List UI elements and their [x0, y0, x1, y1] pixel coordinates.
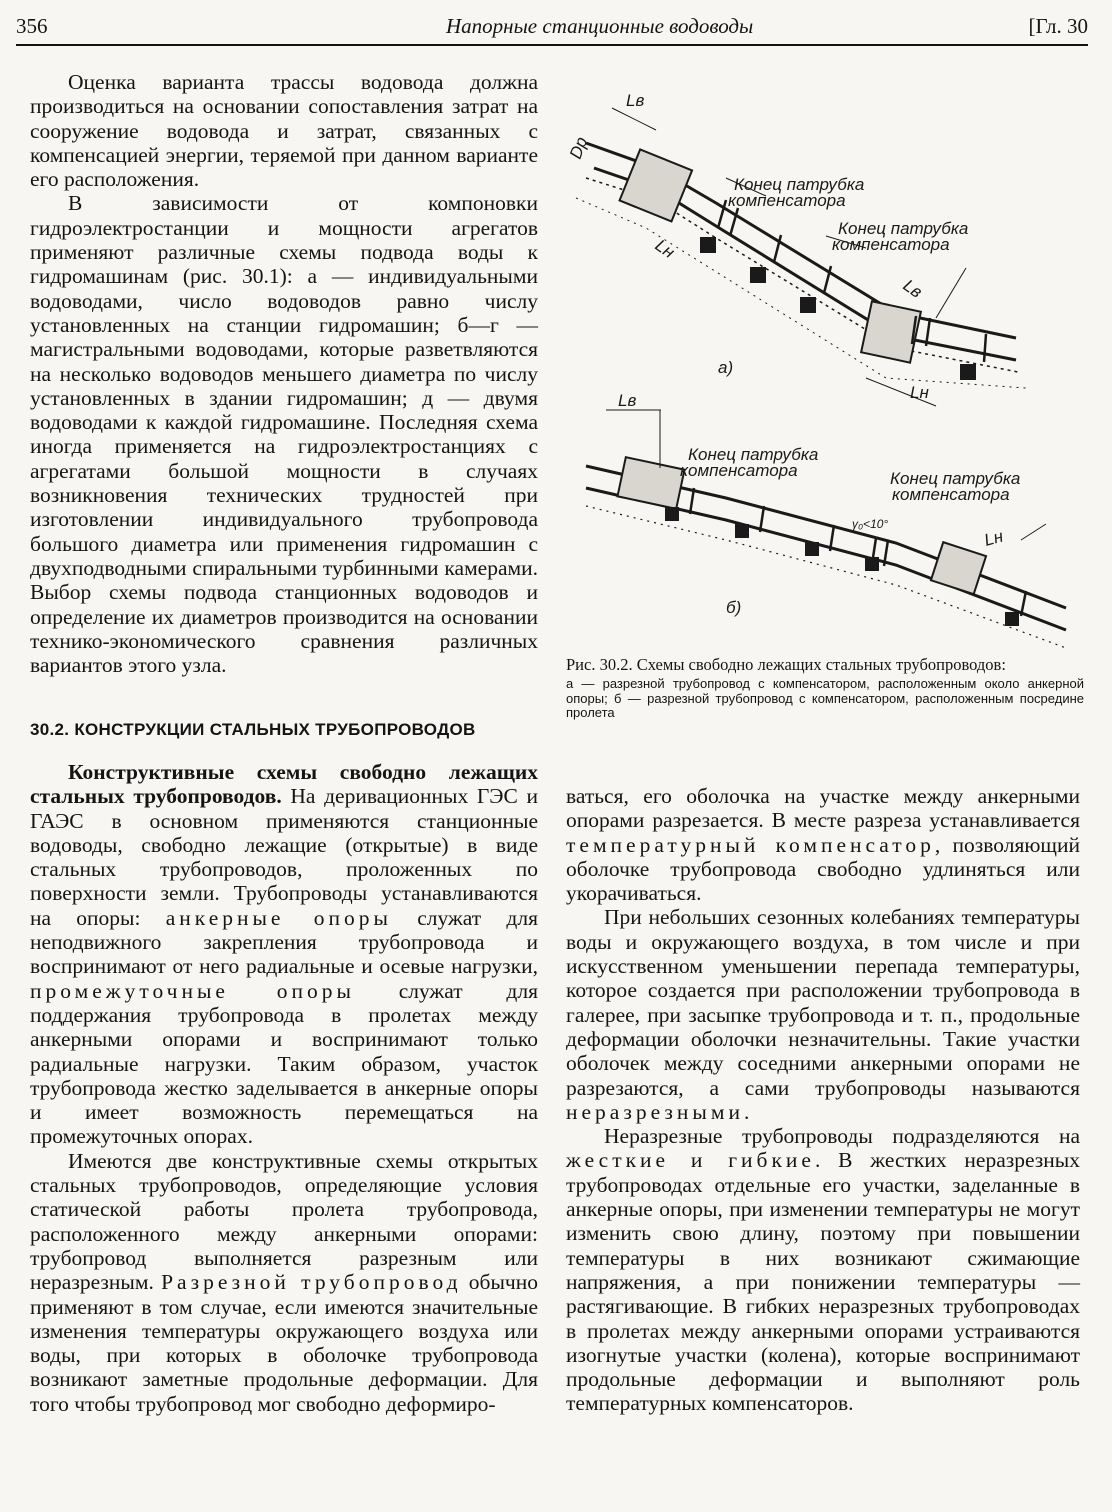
label-lv-a2: Lв: [899, 275, 926, 302]
paragraph: Неразрезные трубопроводы подразделяются на жесткие и гибкие. В жестких неразрезных трубопроводах отдельные его участки, заделанные в анкерные опоры, при изменении температуры не могут изменить свою длину, поэтому при повышении температуры в них возникают сжимающие напряжения, а при понижении температуры — растягивающие. В гибких неразрезных трубопроводах в пролетах между анкерными опорами устраиваются изогнутые участки (колена), которые воспринимают продольные деформации и выполняют роль температурных компенсаторов.: [566, 1124, 1080, 1416]
figure-label-end-5: Конец патрубка: [688, 445, 819, 464]
right-column-bottom: [566, 784, 1080, 1416]
left-column-top: [30, 70, 538, 677]
label-ln-b: Lн: [982, 526, 1006, 550]
chapter-marker: [Гл. 30: [1028, 14, 1088, 38]
term-split-pipeline: Разрезной трубопровод: [161, 1270, 462, 1295]
figure-label-end-7: Конец патрубка: [890, 469, 1021, 488]
paragraph-lead: Конструктивные схемы свободно лежащих стальных трубопроводов.: [30, 760, 538, 809]
diagram-a-label: а): [718, 358, 734, 377]
page-number: 356: [16, 14, 48, 38]
paragraph: ваться, его оболочка на участке между анкерными опорами разрезается. В месте разреза устанавливается температурный компенсатор, позволяющий оболочке трубопровода свободно удлиняться или укорачиваться.: [566, 784, 1080, 906]
figure-label-end-2: компенсатора: [728, 191, 846, 210]
label-ln-a1: Lн: [651, 235, 679, 263]
label-angle: γ₀<10°: [852, 517, 889, 531]
label-lv-b: Lв: [618, 391, 637, 410]
diagram-a: [576, 108, 1026, 406]
figure-label-end-4: компенсатора: [832, 235, 950, 254]
left-column-bottom: [30, 760, 538, 1416]
label-lv-a: Lв: [626, 91, 645, 110]
caption-title: Рис. 30.2. Схемы свободно лежащих стальных трубопроводов:: [566, 655, 1006, 674]
caption-legend: а — разрезной трубопровод с компенсатором, расположенным около анкерной опоры; б — разрезной трубопровод с компенсатором, расположенным посредине пролета: [566, 676, 1084, 720]
paragraph: При небольших сезонных колебаниях температуры воды и окружающего воздуха, в том числе и при искусственном уменьшении перепада температуры, которое создается при расположении трубопровода в галерее, при засыпке трубопровода и т. п., продольные деформации оболочки незначительны. Такие участки оболочек между соседними анкерными опорами не разрезаются, а сами трубопроводы называются неразрезными.: [566, 905, 1080, 1124]
term-compensator: температурный компенсатор: [566, 832, 935, 857]
figure-label-end-6: компенсатора: [680, 461, 798, 480]
paragraph: В зависимости от компоновки гидроэлектростанции и мощности агрегатов применяют различные схемы подвода воды к гидромашинам (рис. 30.1): а — индивидуальными водоводами, число водоводов равно числу установленных на станции гидромашин; б—г — магистральными водоводами, которые разветвляются на несколько водоводов меньшего диаметра по числу установленных в здании гидромашин; д — двумя водоводами к каждой гидромашине. Последняя схема иногда применяется на гидроэлектростанциях с агрегатами большой мощности в случаях возникновения технических трудностей при изготовлении индивидуального трубопровода большого диаметра или применения гидромашин с двухподводными спиральными турбинными камерами. Выбор схемы подвода станционных водоводов и определение их диаметров производится на основании технико-экономического сравнения различных вариантов этого узла.: [30, 191, 538, 678]
label-dp: Dр: [566, 134, 592, 162]
figure-label-end-8: компенсатора: [892, 485, 1010, 504]
term-anchor-supports: анкерные опоры: [165, 905, 392, 930]
term-continuous: неразрезными: [566, 1099, 744, 1124]
section-heading: 30.2. КОНСТРУКЦИИ СТАЛЬНЫХ ТРУБОПРОВОДОВ: [30, 720, 476, 739]
figure-label-end-3: Конец патрубка: [838, 219, 969, 238]
running-header: [16, 8, 1088, 46]
paragraph: Оценка варианта трассы водовода должна производиться на основании сопоставления затрат на сооружение водовода и затрат, связанных с компенсацией энергии, теряемой при данном варианте его расположения.: [30, 70, 538, 192]
figure-label-end-1: Конец патрубка: [734, 175, 865, 194]
paragraph: Конструктивные схемы свободно лежащих стальных трубопроводов. На деривационных ГЭС и ГАЭС в основном применяются станционные водоводы, свободно лежащие (открытые) в виде стальных трубопроводов, проложенных по поверхности земли. Трубопроводы устанавливаются на опоры: анкерные опоры служат для неподвижного закрепления трубопровода и воспринимают от него радиальные и осевые нагрузки, промежуточные опоры служат для поддержания трубопровода в пролетах между анкерными опорами и воспринимают только радиальные нагрузки. Таким образом, участок трубопровода жестко заделывается в анкерные опоры и имеет возможность перемещаться на промежуточных опорах.: [30, 760, 539, 1149]
running-title: Напорные станционные водоводы: [446, 14, 754, 38]
diagram-b-label: б): [726, 598, 742, 617]
figure-30-2: [566, 88, 1086, 648]
paragraph: Имеются две конструктивные схемы открытых стальных трубопроводов, определяющие условия статической работы пролета трубопровода, расположенного между анкерными опорами: трубопровод выполняется разрезным или неразрезным. Разрезной трубопровод обычно применяют в том случае, если имеются значительные изменения температуры окружающего воздуха или воды, при которых в оболочке трубопровода возникают заметные продольные деформации. Для того чтобы трубопровод мог свободно деформиро-: [30, 1148, 538, 1416]
figure-caption: [566, 655, 1084, 721]
term-intermediate-supports: промежуточные опоры: [30, 978, 355, 1003]
label-ln-a2: Lн: [910, 383, 929, 402]
term-rigid-flexible: жесткие и гибкие: [566, 1148, 815, 1173]
